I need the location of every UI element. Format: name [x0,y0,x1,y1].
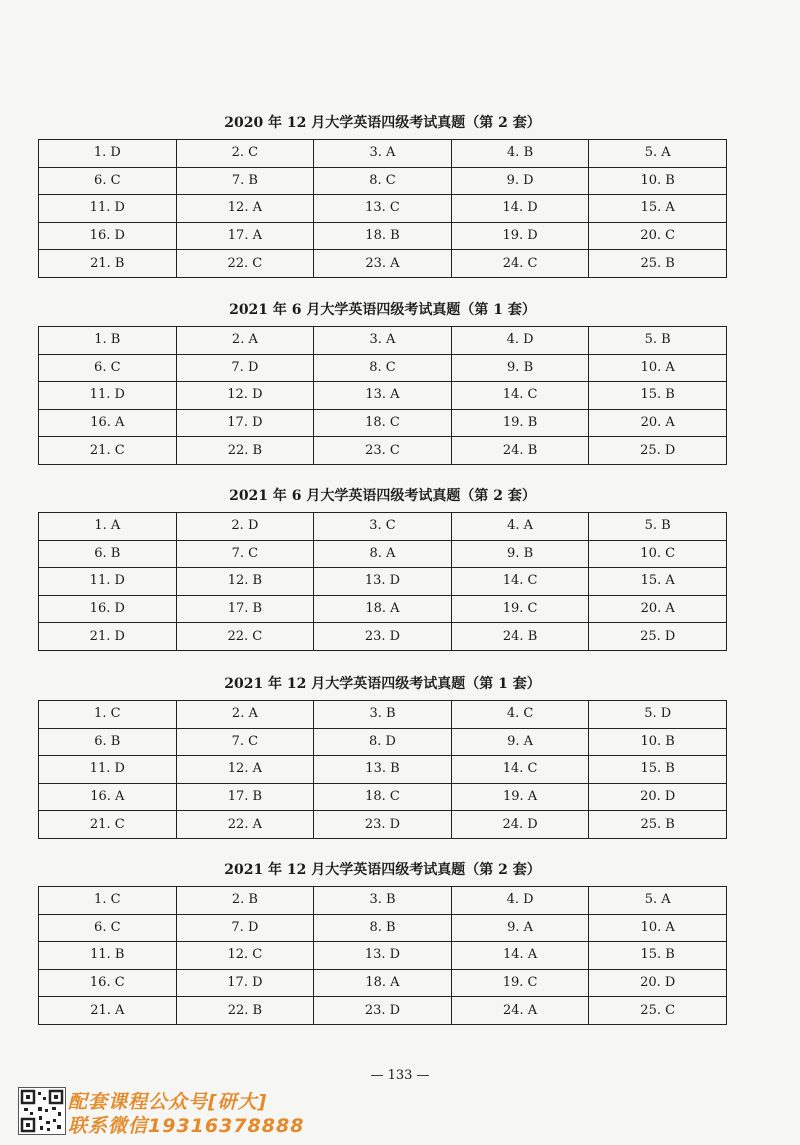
answer-cell: 8. D [314,728,452,756]
answer-cell: 11. D [39,195,177,223]
promo-footer [18,1087,338,1137]
answer-table [38,512,727,651]
answer-cell: 10. B [589,167,727,195]
page-number: — 133 — [370,1068,430,1083]
answer-cell: 7. B [176,167,314,195]
answer-cell: 9. A [451,914,589,942]
answer-cell: 19. B [451,409,589,437]
answer-cell: 19. C [451,595,589,623]
answer-table [38,326,727,465]
answer-cell: 5. A [589,887,727,915]
answer-row [39,887,727,915]
answer-cell: 2. B [176,887,314,915]
answer-row [39,568,727,596]
answer-row [39,437,727,465]
answer-row [39,167,727,195]
answer-cell: 24. B [451,437,589,465]
answer-cell: 14. D [451,195,589,223]
answer-row [39,701,727,729]
answer-cell: 20. A [589,409,727,437]
answer-cell: 13. B [314,756,452,784]
section-title: 2021 年 12 月大学英语四级考试真题（第 2 套） [224,862,541,878]
answer-cell: 8. C [314,167,452,195]
answer-cell: 21. D [39,623,177,651]
answer-cell: 18. B [314,222,452,250]
answer-cell: 4. D [451,327,589,355]
answer-cell: 20. D [589,783,727,811]
answer-cell: 15. B [589,942,727,970]
answer-cell: 10. B [589,728,727,756]
answer-cell: 21. C [39,811,177,839]
answer-cell: 2. D [176,513,314,541]
answer-cell: 12. B [176,568,314,596]
answer-section [38,860,727,1025]
answer-cell: 1. C [39,701,177,729]
answer-cell: 4. D [451,887,589,915]
answer-table [38,886,727,1025]
answer-cell: 22. C [176,250,314,278]
answer-cell: 25. B [589,811,727,839]
answer-cell: 19. D [451,222,589,250]
answer-row [39,327,727,355]
answer-row [39,942,727,970]
answer-cell: 10. A [589,914,727,942]
answer-cell: 18. C [314,783,452,811]
answer-cell: 9. A [451,728,589,756]
answer-row [39,969,727,997]
answer-cell: 6. B [39,540,177,568]
answer-cell: 20. D [589,969,727,997]
answer-cell: 6. C [39,354,177,382]
answer-cell: 4. B [451,140,589,168]
answer-cell: 2. C [176,140,314,168]
answer-cell: 14. C [451,756,589,784]
answer-cell: 18. A [314,595,452,623]
answer-cell: 8. C [314,354,452,382]
answer-section [38,113,727,278]
answer-cell: 14. C [451,382,589,410]
answer-cell: 12. A [176,195,314,223]
answer-cell: 8. A [314,540,452,568]
answer-row [39,811,727,839]
section-title: 2021 年 6 月大学英语四级考试真题（第 2 套） [229,488,536,504]
answer-cell: 9. B [451,354,589,382]
answer-row [39,595,727,623]
answer-cell: 11. D [39,382,177,410]
answer-row [39,354,727,382]
answer-cell: 24. C [451,250,589,278]
answer-cell: 9. B [451,540,589,568]
answer-section [38,486,727,651]
answer-cell: 19. C [451,969,589,997]
answer-cell: 20. C [589,222,727,250]
answer-cell: 1. D [39,140,177,168]
answer-cell: 5. A [589,140,727,168]
answer-cell: 22. B [176,437,314,465]
answer-cell: 12. A [176,756,314,784]
answer-row [39,382,727,410]
answer-cell: 16. C [39,969,177,997]
answer-table [38,139,727,278]
section-title: 2020 年 12 月大学英语四级考试真题（第 2 套） [224,115,541,131]
answer-cell: 15. B [589,756,727,784]
answer-cell: 14. A [451,942,589,970]
answer-cell: 2. A [176,327,314,355]
answer-cell: 17. D [176,969,314,997]
answer-cell: 15. A [589,195,727,223]
answer-row [39,195,727,223]
answer-cell: 12. D [176,382,314,410]
answer-cell: 21. B [39,250,177,278]
answer-cell: 21. A [39,997,177,1025]
answer-cell: 3. A [314,327,452,355]
answer-row [39,783,727,811]
answer-cell: 6. C [39,914,177,942]
answer-cell: 1. C [39,887,177,915]
answer-row [39,997,727,1025]
answer-cell: 25. B [589,250,727,278]
answer-row [39,409,727,437]
answer-row [39,513,727,541]
answer-cell: 15. A [589,568,727,596]
answer-cell: 4. A [451,513,589,541]
answer-cell: 25. C [589,997,727,1025]
answer-cell: 3. A [314,140,452,168]
answer-cell: 11. D [39,568,177,596]
answer-cell: 20. A [589,595,727,623]
answer-cell: 13. A [314,382,452,410]
answer-cell: 18. A [314,969,452,997]
answer-row [39,914,727,942]
answer-cell: 3. B [314,701,452,729]
answer-cell: 16. A [39,409,177,437]
answer-cell: 16. D [39,595,177,623]
answer-cell: 23. C [314,437,452,465]
answer-cell: 24. B [451,623,589,651]
answer-cell: 13. C [314,195,452,223]
answer-cell: 17. A [176,222,314,250]
answer-row [39,250,727,278]
answer-row [39,728,727,756]
answer-cell: 19. A [451,783,589,811]
answer-cell: 1. B [39,327,177,355]
answer-cell: 25. D [589,623,727,651]
answer-cell: 21. C [39,437,177,465]
answer-cell: 5. B [589,327,727,355]
answer-cell: 16. D [39,222,177,250]
answer-cell: 13. D [314,568,452,596]
answer-cell: 16. A [39,783,177,811]
promo-line-course: 配套课程公众号[研大] [68,1091,268,1113]
section-title: 2021 年 6 月大学英语四级考试真题（第 1 套） [229,302,536,318]
answer-cell: 5. B [589,513,727,541]
answer-cell: 22. C [176,623,314,651]
answer-cell: 8. B [314,914,452,942]
answer-row [39,756,727,784]
answer-cell: 22. B [176,997,314,1025]
answer-cell: 7. C [176,728,314,756]
answer-cell: 2. A [176,701,314,729]
answer-cell: 23. D [314,811,452,839]
answer-cell: 24. D [451,811,589,839]
answer-cell: 5. D [589,701,727,729]
answer-cell: 17. B [176,783,314,811]
answer-cell: 23. A [314,250,452,278]
answer-cell: 14. C [451,568,589,596]
answer-cell: 15. B [589,382,727,410]
qr-code-icon [18,1087,66,1135]
answer-row [39,623,727,651]
answer-cell: 4. C [451,701,589,729]
promo-line-contact: 联系微信19316378888 [68,1115,305,1137]
answer-cell: 1. A [39,513,177,541]
answer-cell: 11. D [39,756,177,784]
answer-cell: 11. B [39,942,177,970]
answer-row [39,540,727,568]
answer-cell: 3. C [314,513,452,541]
answer-cell: 9. D [451,167,589,195]
answer-cell: 7. D [176,354,314,382]
answer-cell: 25. D [589,437,727,465]
answer-table [38,700,727,839]
answer-row [39,140,727,168]
answer-cell: 13. D [314,942,452,970]
answer-cell: 10. C [589,540,727,568]
answer-cell: 7. D [176,914,314,942]
answer-cell: 6. C [39,167,177,195]
answer-cell: 23. D [314,997,452,1025]
answer-cell: 3. B [314,887,452,915]
answer-cell: 10. A [589,354,727,382]
answer-cell: 17. D [176,409,314,437]
answer-row [39,222,727,250]
answer-cell: 23. D [314,623,452,651]
answer-cell: 6. B [39,728,177,756]
answer-cell: 12. C [176,942,314,970]
answer-section [38,300,727,465]
answer-cell: 7. C [176,540,314,568]
answer-cell: 18. C [314,409,452,437]
answer-cell: 24. A [451,997,589,1025]
answer-cell: 22. A [176,811,314,839]
section-title: 2021 年 12 月大学英语四级考试真题（第 1 套） [224,676,541,692]
answer-section [38,674,727,839]
answer-cell: 17. B [176,595,314,623]
